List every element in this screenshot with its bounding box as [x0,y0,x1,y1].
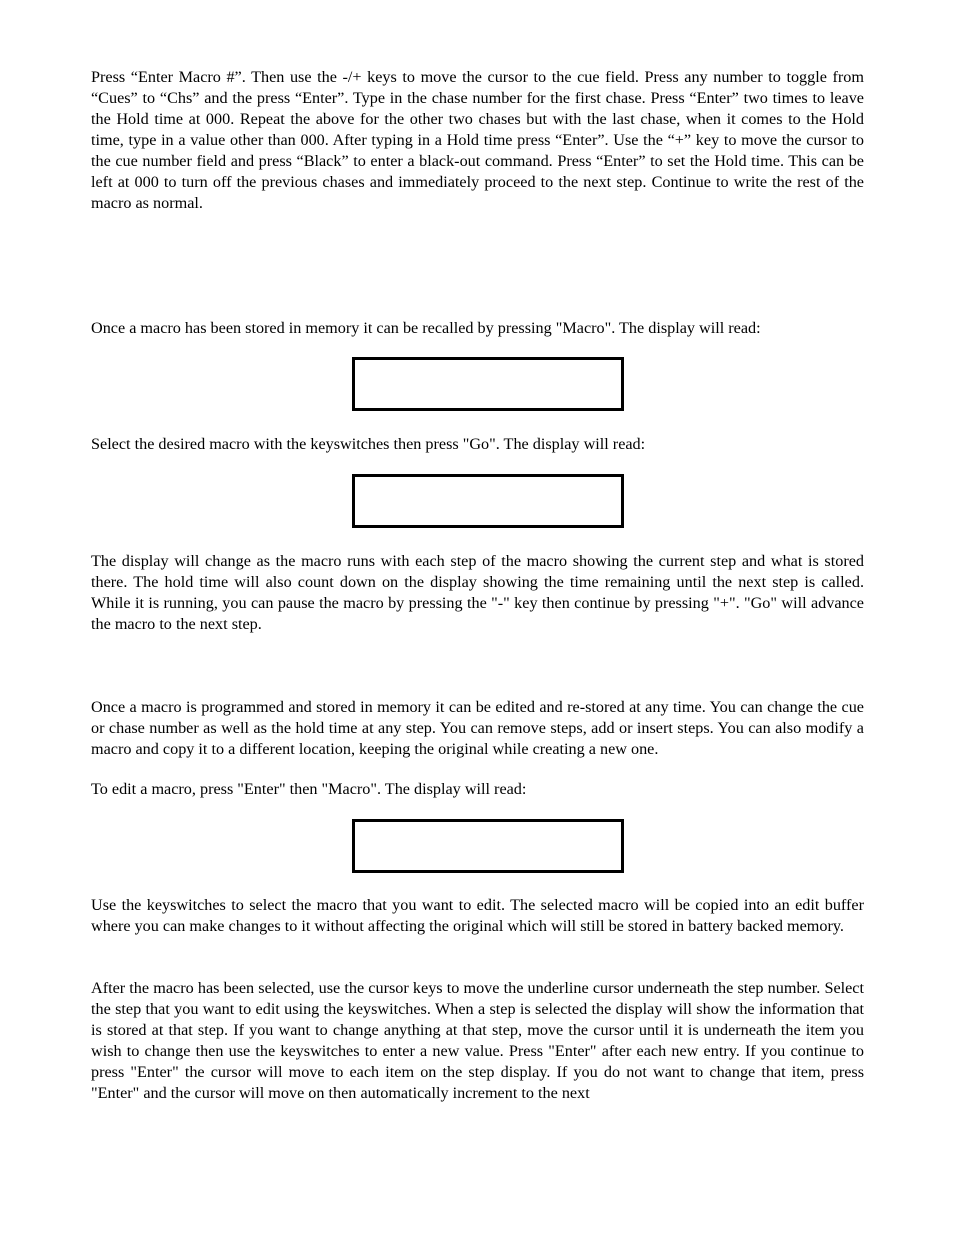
paragraph-edit-macro-instruction: To edit a macro, press "Enter" then "Macro". The display will read: [91,780,527,798]
display-box-macro-select [352,357,624,411]
display-box-macro-running [352,474,624,528]
paragraph-select-macro: Select the desired macro with the keyswitches then press "Go". The display will read: [91,435,646,453]
paragraph-edit-buffer: Use the keyswitches to select the macro that you want to edit. The selected macro will be copied into an edit buffer where you can make changes to it without affecting the original which will still be stored in battery backed memory. [91,896,864,935]
paragraph-recall-macro: Once a macro has been stored in memory it can be recalled by pressing "Macro". The display will read: [91,319,761,337]
display-box-macro-edit [352,819,624,873]
paragraph-edit-macro-overview: Once a macro is programmed and stored in memory it can be edited and re-stored at any time. You can change the cue or chase number as well as the hold time at any step. You can remove steps, add or insert steps. You can also modify a macro and copy it to a different location, keeping the original while creating a new one. [91,698,864,758]
paragraph-edit-steps: After the macro has been selected, use the cursor keys to move the underline cursor underneath the step number. Select the step that you want to edit using the keyswitches. When a step is selected the display will show the information that is stored at that step. If you want to change anything at that step, move the cursor until it is underneath the item you wish to change then use the keyswitches to enter a new value. Press "Enter" after each new entry. If you continue to press "Enter" the cursor will move to each item on the step display. If you do not want to change that item, press "Enter" and the cursor will move on then automatically increment to the next [91,979,864,1102]
paragraph-macro-running: The display will change as the macro runs with each step of the macro showing the current step and what is stored there. The hold time will also count down on the display showing the time remaining until the next step is called. While it is running, you can pause the macro by pressing the "-" key then continue by pressing "+". "Go" will advance the macro to the next step. [91,552,864,633]
paragraph-chase-macro-instructions: Press “Enter Macro #”. Then use the -/+ keys to move the cursor to the cue field. Press any number to toggle from “Cues” to “Chs” and the press “Enter”. Type in the chase number for the first chase. Press “Enter” two times to leave the Hold time at 000. Repeat the above for the other two chases but with the last chase, when it comes to the Hold time, type in a value other than 000. After typing in a Hold time press “Enter”. Use the “+” key to move the cursor to the cue number field and press “Black” to enter a black-out command. Press “Enter” to set the Hold time. This can be left at 000 to turn off the previous chases and immediately proceed to the next step. Continue to write the rest of the macro as normal. [91,68,864,212]
